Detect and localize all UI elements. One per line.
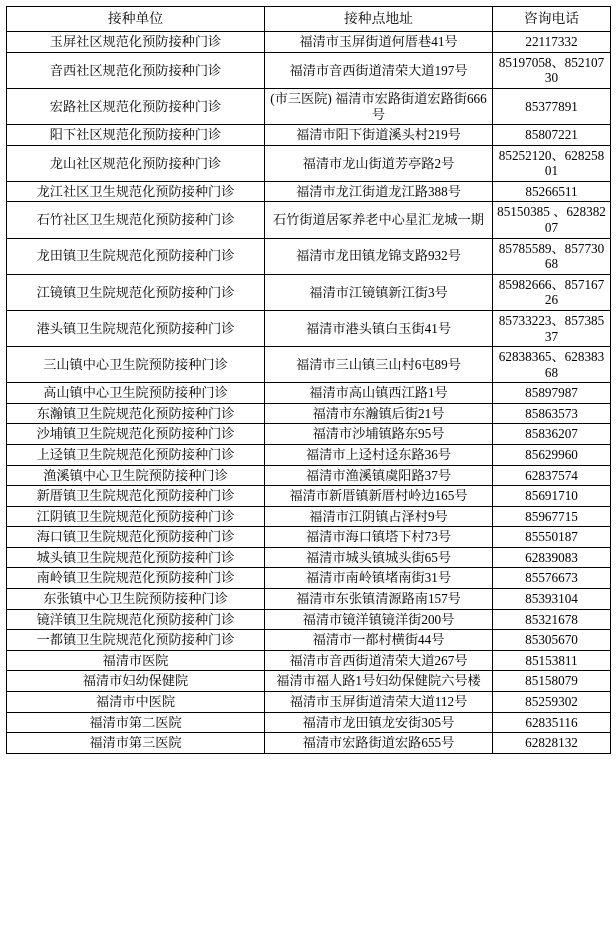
cell-address: 福清市东瀚镇后街21号 [265,403,493,424]
cell-unit: 沙埔镇卫生院规范化预防接种门诊 [7,424,265,445]
table-row [7,650,611,671]
cell-address: 福清市音西街道清荣大道267号 [265,650,493,671]
cell-phone: 85785589、85773068 [493,238,611,274]
cell-phone: 85259302 [493,691,611,712]
table-row [7,89,611,125]
table-row [7,527,611,548]
cell-address: 福清市阳下街道溪头村219号 [265,125,493,146]
cell-unit: 龙田镇卫生院规范化预防接种门诊 [7,238,265,274]
table-row [7,733,611,754]
cell-unit: 福清市妇幼保健院 [7,671,265,692]
cell-phone: 85252120、62825801 [493,145,611,181]
cell-unit: 龙山社区规范化预防接种门诊 [7,145,265,181]
cell-address: 福清市音西街道清荣大道197号 [265,52,493,88]
table-row [7,403,611,424]
cell-address: 石竹街道居冢养老中心星汇龙城一期 [265,202,493,238]
table-row [7,630,611,651]
cell-phone: 85807221 [493,125,611,146]
cell-unit: 福清市第二医院 [7,712,265,733]
cell-address: 福清市东张镇清源路南157号 [265,589,493,610]
table-header-row [7,7,611,32]
cell-phone: 85576673 [493,568,611,589]
cell-phone: 85377891 [493,89,611,125]
cell-address: 福清市渔溪镇虞阳路37号 [265,465,493,486]
table-row [7,609,611,630]
cell-unit: 福清市医院 [7,650,265,671]
cell-address: 福清市港头镇白玉街41号 [265,310,493,346]
table-row [7,181,611,202]
cell-address: 福清市龙田镇龙安街305号 [265,712,493,733]
table-header [7,7,611,32]
table-row [7,383,611,404]
cell-address: 福清市江阴镇占泽村9号 [265,506,493,527]
cell-unit: 江镜镇卫生院规范化预防接种门诊 [7,274,265,310]
cell-unit: 港头镇卫生院规范化预防接种门诊 [7,310,265,346]
table-row [7,274,611,310]
cell-unit: 上迳镇卫生院规范化预防接种门诊 [7,444,265,465]
cell-phone: 85967715 [493,506,611,527]
vaccination-sites-table [6,6,611,754]
cell-address: 福清市一都村横街44号 [265,630,493,651]
cell-phone: 85266511 [493,181,611,202]
cell-unit: 石竹社区卫生规范化预防接种门诊 [7,202,265,238]
cell-phone: 62837574 [493,465,611,486]
column-header-address: 接种点地址 [265,7,493,32]
cell-unit: 海口镇卫生院规范化预防接种门诊 [7,527,265,548]
cell-address: 福清市新厝镇新厝村岭边165号 [265,486,493,507]
cell-address: 福清市龙江街道龙江路388号 [265,181,493,202]
table-row [7,506,611,527]
cell-address: 福清市高山镇西江路1号 [265,383,493,404]
table-row [7,444,611,465]
cell-unit: 渔溪镇中心卫生院预防接种门诊 [7,465,265,486]
table-row [7,547,611,568]
cell-phone: 62839083 [493,547,611,568]
cell-address: 福清市玉屏街道清荣大道112号 [265,691,493,712]
table-row [7,125,611,146]
cell-unit: 三山镇中心卫生院预防接种门诊 [7,347,265,383]
cell-phone: 85836207 [493,424,611,445]
table-row [7,145,611,181]
table-row [7,589,611,610]
column-header-phone: 咨询电话 [493,7,611,32]
cell-unit: 阳下社区规范化预防接种门诊 [7,125,265,146]
cell-phone: 85153811 [493,650,611,671]
cell-address: 福清市玉屏街道何厝巷41号 [265,32,493,53]
cell-unit: 东瀚镇卫生院规范化预防接种门诊 [7,403,265,424]
cell-address: 福清市海口镇塔下村73号 [265,527,493,548]
table-row [7,671,611,692]
cell-phone: 85550187 [493,527,611,548]
table-row [7,52,611,88]
cell-phone: 85691710 [493,486,611,507]
cell-address: 福清市沙埔镇路东95号 [265,424,493,445]
table-row [7,424,611,445]
cell-address: 福清市城头镇城头街65号 [265,547,493,568]
cell-unit: 城头镇卫生院规范化预防接种门诊 [7,547,265,568]
cell-address: 福清市镜洋镇镜洋街200号 [265,609,493,630]
cell-phone: 62838365、62838368 [493,347,611,383]
table-row [7,310,611,346]
cell-phone: 85321678 [493,609,611,630]
cell-unit: 镜洋镇卫生院规范化预防接种门诊 [7,609,265,630]
cell-phone: 85982666、85716726 [493,274,611,310]
cell-address: 福清市龙田镇龙锦支路932号 [265,238,493,274]
cell-phone: 85305670 [493,630,611,651]
table-body [7,32,611,753]
cell-phone: 22117332 [493,32,611,53]
cell-phone: 85629960 [493,444,611,465]
cell-unit: 高山镇中心卫生院预防接种门诊 [7,383,265,404]
cell-phone: 85197058、85210730 [493,52,611,88]
cell-unit: 音西社区规范化预防接种门诊 [7,52,265,88]
cell-address: 福清市上迳村迳东路36号 [265,444,493,465]
cell-unit: 新厝镇卫生院规范化预防接种门诊 [7,486,265,507]
table-row [7,202,611,238]
table-row [7,347,611,383]
cell-phone: 62828132 [493,733,611,754]
cell-address: 福清市龙山街道芳亭路2号 [265,145,493,181]
cell-address: 福清市南岭镇堵南街31号 [265,568,493,589]
cell-unit: 江阴镇卫生院规范化预防接种门诊 [7,506,265,527]
table-row [7,32,611,53]
cell-phone: 85150385 、62838207 [493,202,611,238]
cell-address: 福清市福人路1号妇幼保健院六号楼 [265,671,493,692]
cell-address: 福清市三山镇三山村6屯89号 [265,347,493,383]
table-row [7,712,611,733]
cell-address: 福清市江镜镇新江街3号 [265,274,493,310]
table-row [7,691,611,712]
cell-phone: 85393104 [493,589,611,610]
cell-unit: 玉屏社区规范化预防接种门诊 [7,32,265,53]
table-row [7,465,611,486]
cell-unit: 福清市第三医院 [7,733,265,754]
cell-phone: 85897987 [493,383,611,404]
column-header-unit: 接种单位 [7,7,265,32]
cell-unit: 龙江社区卫生规范化预防接种门诊 [7,181,265,202]
table-row [7,568,611,589]
table-row [7,486,611,507]
cell-phone: 85158079 [493,671,611,692]
cell-unit: 宏路社区规范化预防接种门诊 [7,89,265,125]
cell-address: (市三医院) 福清市宏路街道宏路街666号 [265,89,493,125]
cell-unit: 东张镇中心卫生院预防接种门诊 [7,589,265,610]
cell-phone: 85863573 [493,403,611,424]
table-row [7,238,611,274]
cell-unit: 南岭镇卫生院规范化预防接种门诊 [7,568,265,589]
cell-phone: 62835116 [493,712,611,733]
cell-unit: 福清市中医院 [7,691,265,712]
cell-address: 福清市宏路街道宏路655号 [265,733,493,754]
cell-phone: 85733223、85738537 [493,310,611,346]
cell-unit: 一都镇卫生院规范化预防接种门诊 [7,630,265,651]
